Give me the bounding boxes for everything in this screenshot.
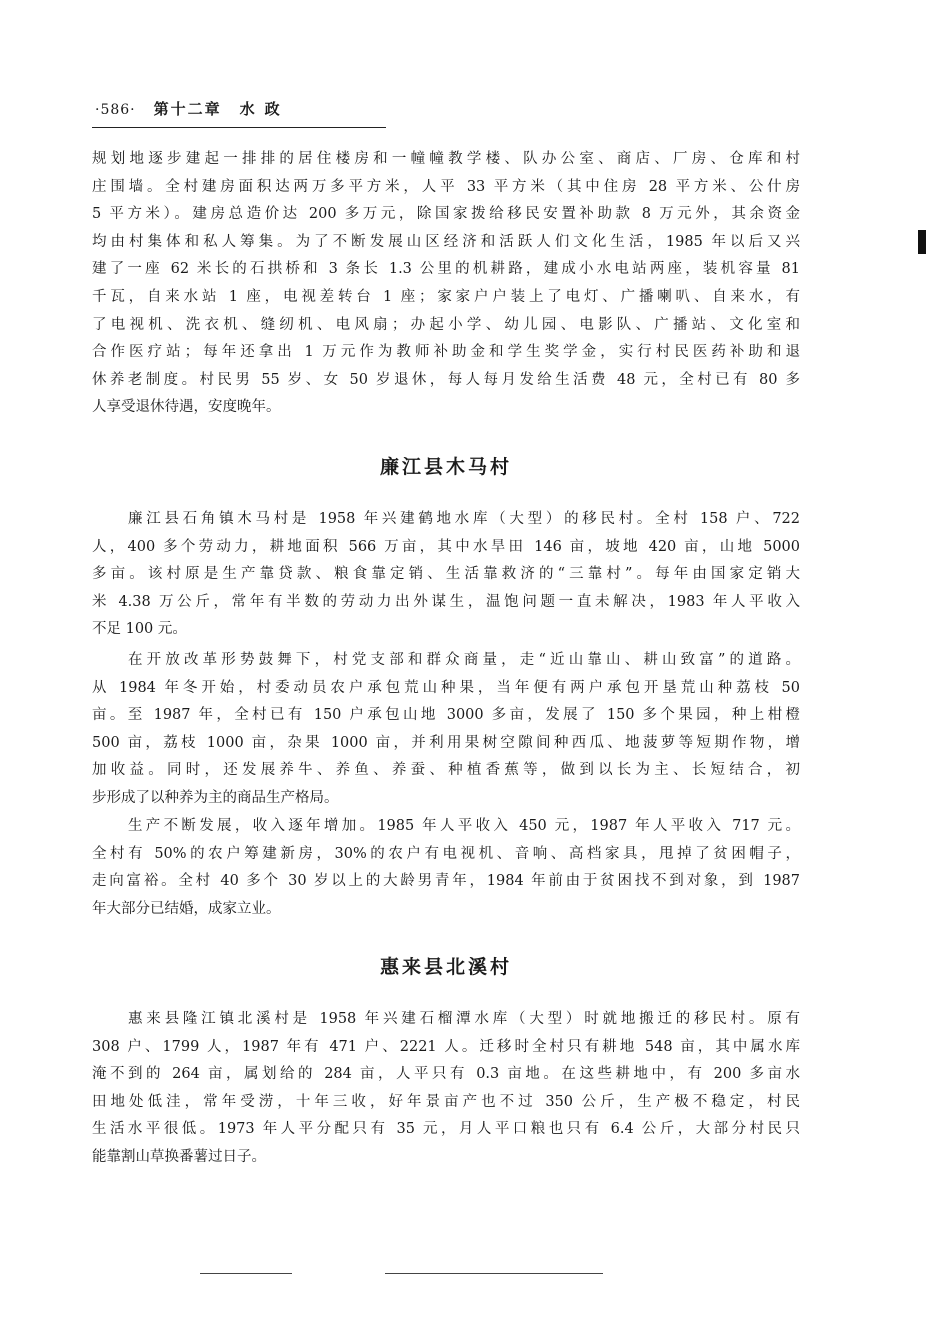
- page-number: ·586·: [95, 102, 136, 118]
- section2-paragraph-1: [92, 1006, 800, 1172]
- scan-rule-left: [200, 1273, 292, 1274]
- text-line: 田地处低洼，常年受涝，十年三收，好年景亩产也不过 350 公斤，生产极不稳定，村民: [92, 1093, 800, 1110]
- text-line: 千瓦，自来水站 1 座，电视差转台 1 座；家家户户装上了电灯、广播喇叭、自来水，有: [92, 288, 800, 305]
- text-line: 了电视机、洗衣机、缝纫机、电风扇；办起小学、幼儿园、电影队、广播站、文化室和: [92, 316, 800, 333]
- text-line: 5 平方米）。建房总造价达 200 多万元，除国家拨给移民安置补助款 8 万元外，其余资金: [92, 206, 800, 223]
- text-line: 人享受退休待遇，安度晚年。: [92, 399, 281, 416]
- text-line: 生活水平很低。1973 年人平分配只有 35 元，月人平口粮也只有 6.4 公斤，大部分村民只: [92, 1121, 800, 1138]
- text-line: 淹不到的 264 亩，属划给的 284 亩，人平只有 0.3 亩地。在这些耕地中，有 200 多亩水: [92, 1066, 800, 1083]
- text-line: 亩。至 1987 年，全村已有 150 户承包山地 3000 多亩，发展了 150 多个果园，种上柑橙: [92, 707, 800, 724]
- intro-paragraph: [92, 146, 800, 422]
- text-line: 年大部分已结婚，成家立业。: [92, 900, 281, 917]
- section1-paragraph-1: [92, 506, 800, 644]
- text-line: 合作医疗站；每年还拿出 1 万元作为教师补助金和学生奖学金，实行村民医药补助和退: [92, 344, 800, 361]
- chapter-subject: 水政: [239, 100, 290, 118]
- text-line: 步形成了以种养为主的商品生产格局。: [92, 789, 339, 806]
- text-line: 从 1984 年冬开始，村委动员农户承包荒山种果，当年便有两户承包开垦荒山种荔枝 50: [92, 679, 800, 696]
- text-line: 生产不断发展，收入逐年增加。1985 年人平收入 450 元，1987 年人平收入 717 元。: [128, 818, 800, 834]
- text-line: 建了一座 62 米长的石拱桥和 3 条长 1.3 公里的机耕路，建成小水电站两座，装机容量 81: [92, 261, 800, 278]
- text-line: 米 4.38 万公斤，常年有半数的劳动力出外谋生，温饱问题一直未解决，1983 年人平收入: [92, 593, 800, 610]
- text-line: 人，400 多个劳动力，耕地面积 566 万亩，其中水旱田 146 亩，坡地 420 亩，山地 5000: [92, 538, 800, 555]
- text-line: 不足 100 元。: [92, 621, 187, 638]
- text-line: 多亩。该村原是生产靠贷款、粮食靠定销、生活靠救济的“三靠村”。每年由国家定销大: [92, 566, 800, 583]
- text-line: 惠来县隆江镇北溪村是 1958 年兴建石榴潭水库（大型）时就地搬迁的移民村。原有: [128, 1011, 800, 1027]
- text-line: 500 亩，荔枝 1000 亩，杂果 1000 亩，并利用果树空隙间种西瓜、地菠萝等短期作物，增: [92, 734, 800, 751]
- text-line: 走向富裕。全村 40 多个 30 岁以上的大龄男青年，1984 年前由于贫困找不到对象，到 1987: [92, 873, 800, 890]
- section-title-mumacun: 廉江县木马村: [379, 456, 512, 478]
- section1-paragraph-3: [92, 813, 800, 923]
- text-line: 廉江县石角镇木马村是 1958 年兴建鹤地水库（大型）的移民村。全村 158 户、722: [128, 511, 800, 527]
- text-line: 规划地逐步建起一排排的居住楼房和一幢幢教学楼、队办公室、商店、厂房、仓库和村: [92, 151, 800, 167]
- text-line: 庄围墙。全村建房面积达两万多平方米，人平 33 平方米（其中住房 28 平方米、公什房: [92, 178, 800, 195]
- section1-paragraph-2: [92, 647, 800, 813]
- text-line: 能靠割山草换番薯过日子。: [92, 1148, 266, 1165]
- text-line: 308 户、1799 人，1987 年有 471 户、2221 人。迁移时全村只有耕地 548 亩，其中属水库: [92, 1038, 800, 1055]
- edge-tab-mark: [918, 230, 926, 254]
- text-line: 均由村集体和私人筹集。为了不断发展山区经济和活跃人们文化生活，1985 年以后又兴: [92, 233, 800, 250]
- running-header: [95, 98, 385, 126]
- text-line: 全村有 50%的农户筹建新房，30%的农户有电视机、音响、高档家具，甩掉了贫困帽子，: [92, 845, 800, 862]
- chapter-title: 第十二章: [153, 100, 222, 118]
- header-rule: [92, 127, 386, 128]
- text-line: 在开放改革形势鼓舞下，村党支部和群众商量，走“近山靠山、耕山致富”的道路。: [128, 652, 800, 668]
- section-title-beixicun: 惠来县北溪村: [379, 956, 512, 978]
- text-line: 加收益。同时，还发展养牛、养鱼、养蚕、种植香蕉等，做到以长为主、长短结合，初: [92, 762, 800, 779]
- text-line: 休养老制度。村民男 55 岁、女 50 岁退休，每人每月发给生活费 48 元，全村已有 80 多: [92, 371, 800, 388]
- scan-rule-right: [385, 1273, 603, 1274]
